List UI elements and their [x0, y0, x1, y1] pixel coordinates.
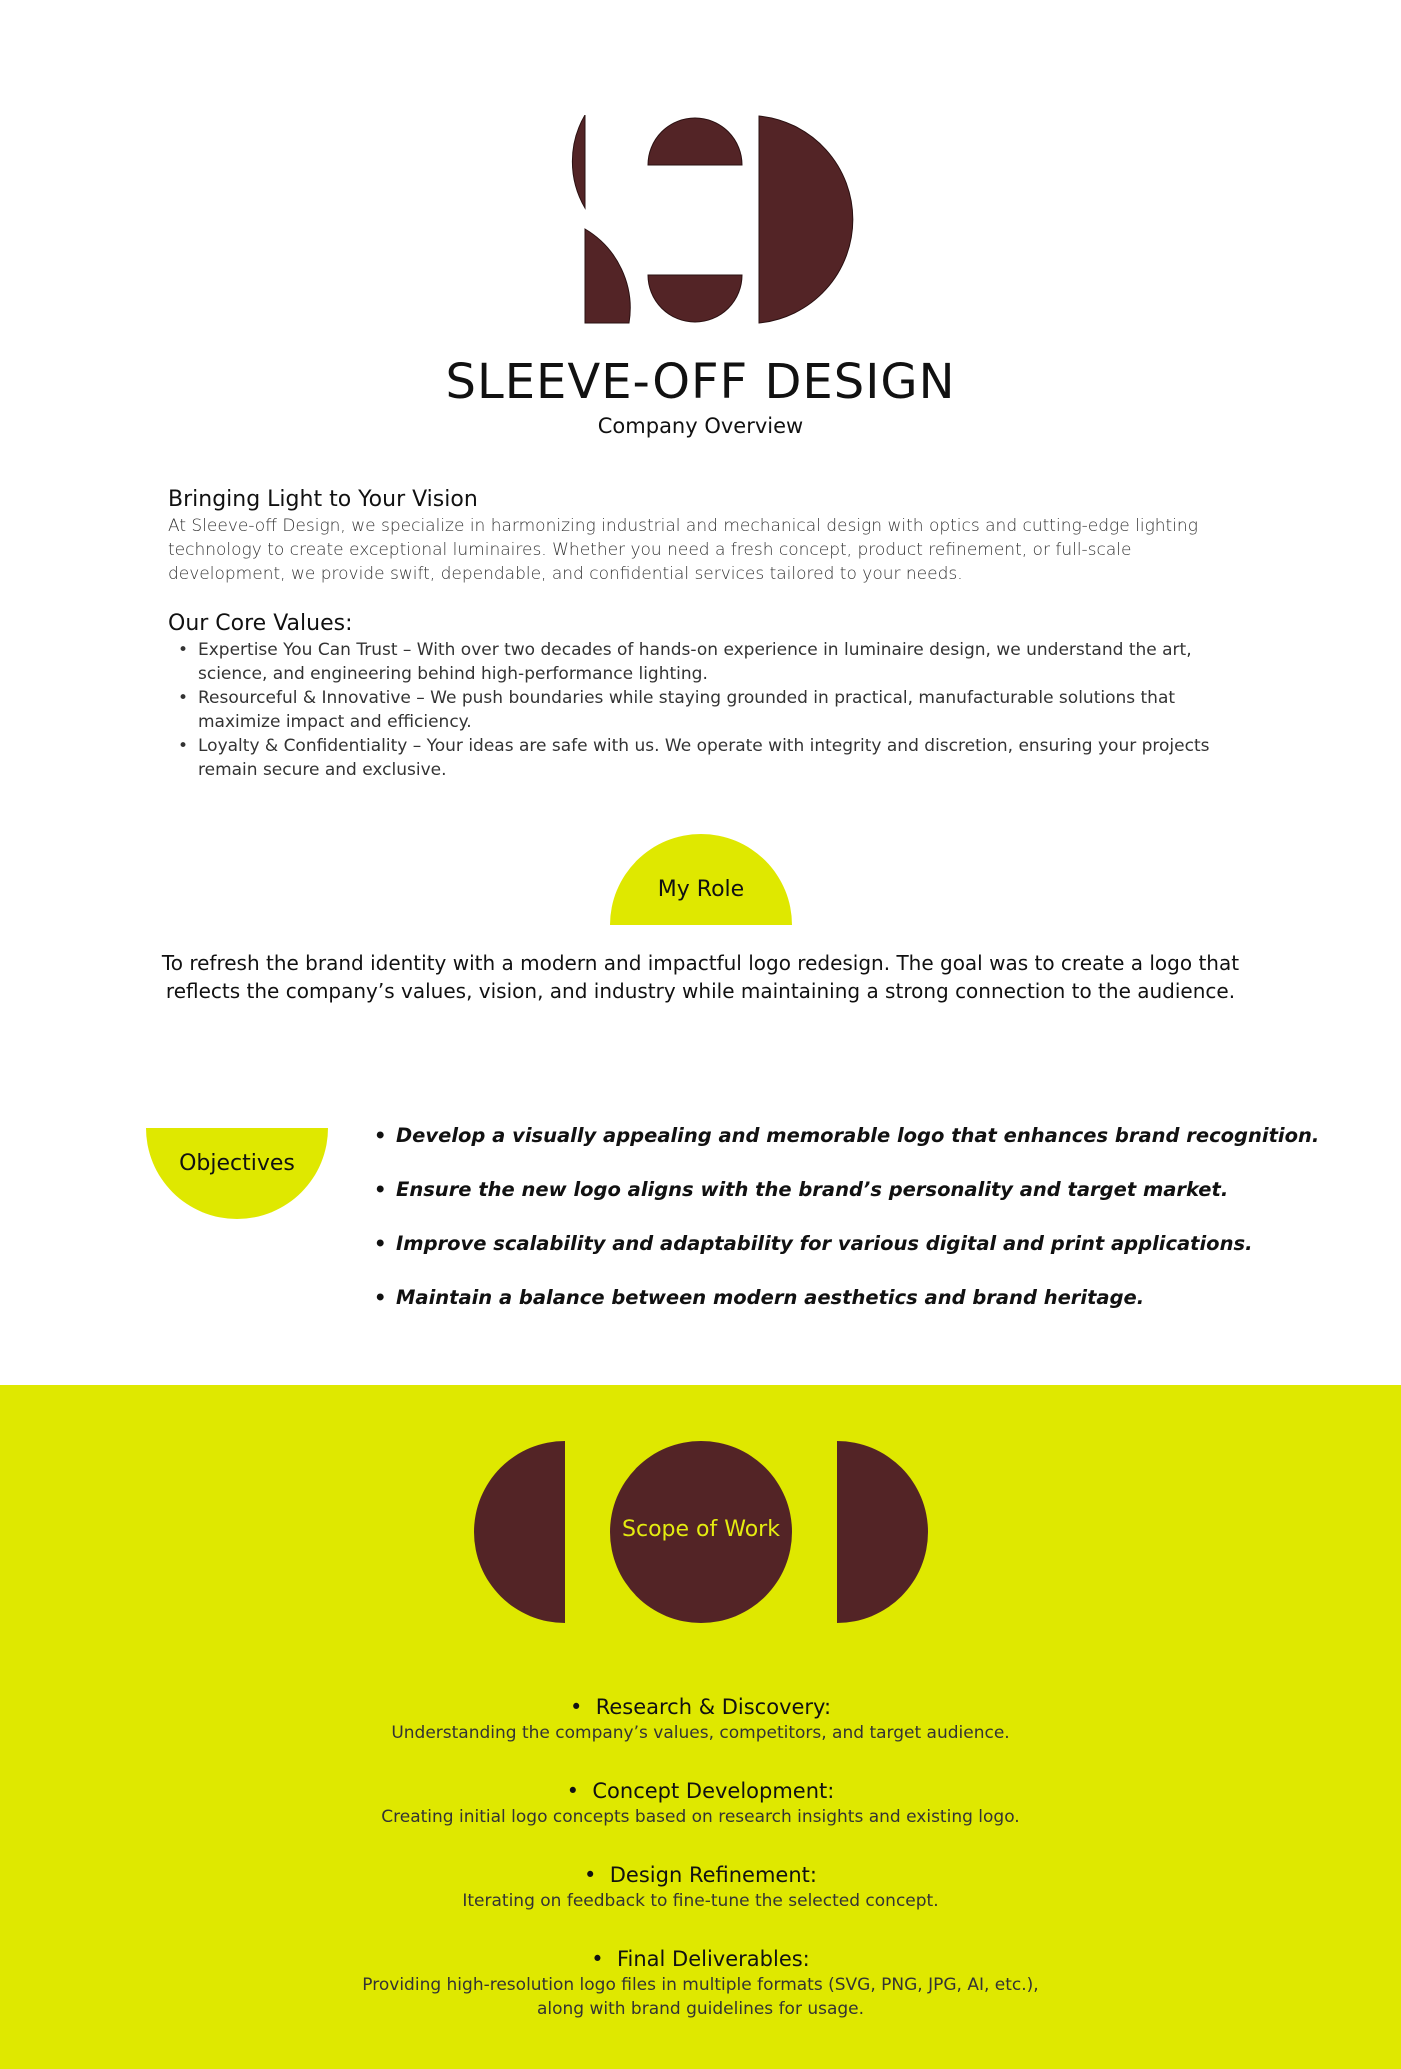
scope-item: • Final Deliverables: Providing high-resolution logo files in multiple formats (SVG, PNG, JPG, AI, etc.), along with brand guidelines for usage.: [0, 1945, 1401, 2021]
scope-item-desc: Iterating on feedback to fine-tune the selected concept.: [462, 1891, 939, 1911]
objectives-list: [374, 1122, 1374, 1338]
logo-o-bottom-half: [648, 275, 742, 322]
logo-s-top-quarter: [572, 115, 585, 208]
scope-item-desc: Understanding the company’s values, competitors, and target audience.: [391, 1723, 1010, 1743]
scope-item: • Design Refinement: Iterating on feedback to fine-tune the selected concept.: [0, 1861, 1401, 1913]
core-values-heading: Our Core Values:: [168, 611, 353, 636]
core-values-list: [168, 638, 1248, 782]
scope-item: • Concept Development: Creating initial logo concepts based on research insights and existing logo.: [0, 1777, 1401, 1829]
objectives-badge: [146, 1128, 328, 1219]
scope-item-title: Design Refinement:: [609, 1863, 817, 1887]
objective-item: • Maintain a balance between modern aesthetics and brand heritage.: [374, 1284, 1374, 1312]
brand-subtitle: Company Overview: [597, 414, 804, 438]
scope-right-half-circle: [837, 1441, 928, 1623]
logo-s-bottom-quarter: [585, 229, 630, 323]
scope-item-title: Research & Discovery:: [595, 1695, 832, 1719]
core-value-item: • Loyalty & Confidentiality – Your ideas are safe with us. We operate with integrity and discretion, ensuring your projects remain secure and exclusive.: [168, 734, 1248, 782]
role-badge-label: My Role: [657, 877, 745, 902]
scope-item-title: Final Deliverables:: [616, 1947, 810, 1971]
scope-item-desc: Creating initial logo concepts based on research insights and existing logo.: [381, 1807, 1020, 1827]
scope-item-desc: Providing high-resolution logo files in multiple formats (SVG, PNG, JPG, AI, etc.),: [362, 1975, 1039, 1995]
logo-d-half: [759, 116, 853, 323]
intro-heading: Bringing Light to Your Vision: [168, 487, 478, 512]
core-value-item: • Resourceful & Innovative – We push boundaries while staying grounded in practical, manufacturable solutions that maximize impact and efficiency.: [168, 686, 1248, 734]
role-description: To refresh the brand identity with a modern and impactful logo redesign. The goal was to create a logo that reflects the company’s values, vision, and industry while maintaining a strong connection to the audience.: [161, 951, 1240, 1003]
objectives-badge-label: Objectives: [179, 1151, 295, 1176]
role-badge: [610, 834, 792, 925]
brand-title: SLEEVE-OFF DESIGN: [445, 354, 956, 410]
scope-section: [0, 1385, 1401, 2069]
scope-item-title: Concept Development:: [592, 1779, 835, 1803]
logo-o-top-half: [648, 118, 742, 165]
core-value-item: • Expertise You Can Trust – With over two decades of hands-on experience in luminaire design, we understand the art, science, and engineering behind high-performance lighting.: [168, 638, 1248, 686]
sleeve-off-design-logo: [535, 115, 865, 325]
objective-item: • Develop a visually appealing and memorable logo that enhances brand recognition.: [374, 1122, 1374, 1150]
objective-item: • Ensure the new logo aligns with the brand’s personality and target market.: [374, 1176, 1374, 1204]
scope-label: Scope of Work: [622, 1517, 780, 1542]
scope-item: • Research & Discovery: Understanding the company’s values, competitors, and target audience.: [0, 1693, 1401, 1745]
objective-item: • Improve scalability and adaptability for various digital and print applications.: [374, 1230, 1374, 1258]
intro-body: At Sleeve-off Design, we specialize in harmonizing industrial and mechanical design with optics and cutting-edge lighting technology to create exceptional luminaires. Whether you need a fresh concept, product refinement, or full-scale development, we provide swift, dependable, and confidential services tailored to your needs.: [168, 516, 1198, 584]
scope-item-desc-continued: along with brand guidelines for usage.: [536, 1999, 865, 2019]
scope-left-half-circle: [474, 1441, 565, 1623]
